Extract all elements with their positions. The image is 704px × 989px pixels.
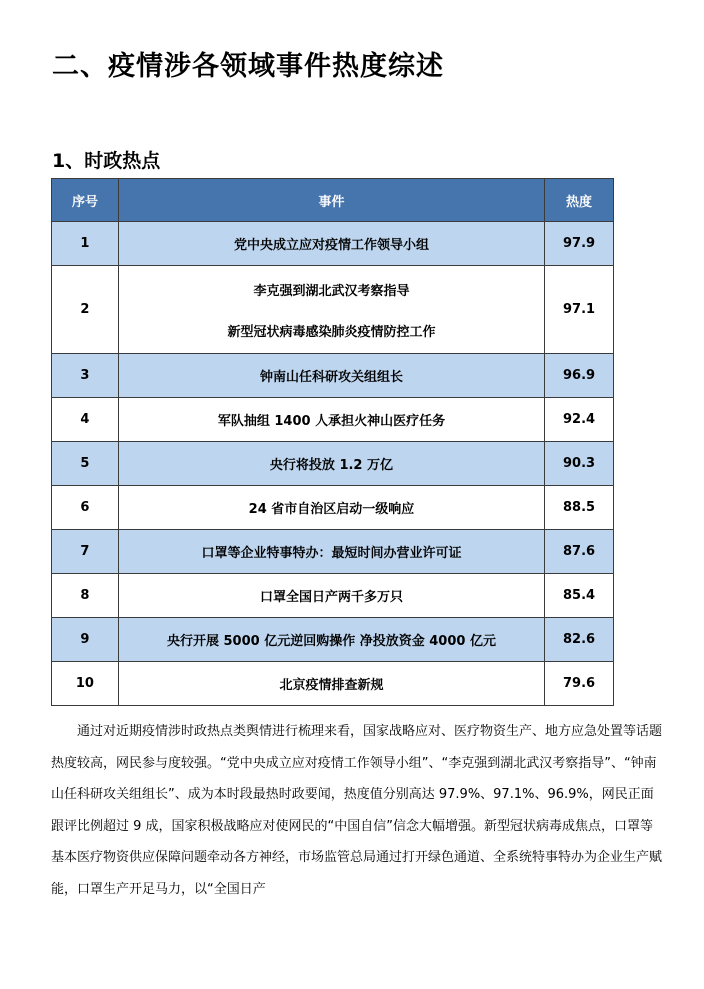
row-event: 央行开展 5000 亿元逆回购操作 净投放资金 4000 亿元 xyxy=(118,618,544,662)
table-row xyxy=(52,618,614,662)
row-heat: 85.4 xyxy=(545,574,614,618)
row-heat: 87.6 xyxy=(545,530,614,574)
row-index: 1 xyxy=(52,222,119,266)
header-index: 序号 xyxy=(52,179,119,222)
row-heat: 79.6 xyxy=(545,662,614,706)
section-heading: 二、疫情涉各领域事件热度综述 xyxy=(52,51,444,82)
row-event xyxy=(118,266,544,354)
row-event: 口罩等企业特事特办：最短时间办营业许可证 xyxy=(118,530,544,574)
row-heat: 82.6 xyxy=(545,618,614,662)
table-row xyxy=(52,222,614,266)
row-index: 6 xyxy=(52,486,119,530)
row-index: 4 xyxy=(52,398,119,442)
row-event: 钟南山任科研攻关组组长 xyxy=(118,354,544,398)
row-heat: 97.1 xyxy=(545,266,614,354)
row-heat: 96.9 xyxy=(545,354,614,398)
analysis-body xyxy=(51,716,665,905)
row-heat: 97.9 xyxy=(545,222,614,266)
row-heat: 88.5 xyxy=(545,486,614,530)
row-event: 党中央成立应对疫情工作领导小组 xyxy=(118,222,544,266)
row-index: 5 xyxy=(52,442,119,486)
row-heat: 90.3 xyxy=(545,442,614,486)
row-index: 2 xyxy=(52,266,119,354)
row-index: 8 xyxy=(52,574,119,618)
row-event: 央行将投放 1.2 万亿 xyxy=(118,442,544,486)
row-event: 北京疫情排查新规 xyxy=(118,662,544,706)
row-heat: 92.4 xyxy=(545,398,614,442)
table-row xyxy=(52,662,614,706)
row-event-line: 李克强到湖北武汉考察指导 xyxy=(253,283,410,299)
table-row xyxy=(52,442,614,486)
subsection-heading: 1、时政热点 xyxy=(52,150,161,172)
table-row xyxy=(52,574,614,618)
row-index: 3 xyxy=(52,354,119,398)
header-event: 事件 xyxy=(118,179,544,222)
table-row xyxy=(52,486,614,530)
hot-events-table xyxy=(51,178,614,706)
row-index: 9 xyxy=(52,618,119,662)
row-event-line: 新型冠状病毒感染肺炎疫情防控工作 xyxy=(227,324,436,340)
row-index: 10 xyxy=(52,662,119,706)
table-row xyxy=(52,398,614,442)
row-index: 7 xyxy=(52,530,119,574)
table-header-row xyxy=(52,179,614,222)
analysis-paragraph: 通过对近期疫情涉时政热点类舆情进行梳理来看，国家战略应对、医疗物资生产、地方应急处置等话题热度较高，网民参与度较强。“党中央成立应对疫情工作领导小组”、“李克强到湖北武汉考察指导”、“钟南山任科研攻关组组长”、成为本时段最热时政要闻，热度值分别高达 97.9%、97.1%、96.9%，网民正面跟评比例超过 9 成，国家积极战略应对使网民的“中国自信”信念大幅增强。新型冠状病毒成焦点，口罩等基本医疗物资供应保障问题牵动各方神经，市场监管总局通过打开绿色通道、全系统特事特办为企业生产赋能，口罩生产开足马力，以“全国日产 xyxy=(51,724,663,897)
table-row xyxy=(52,266,614,354)
header-heat: 热度 xyxy=(545,179,614,222)
table-row xyxy=(52,354,614,398)
row-event: 24 省市自治区启动一级响应 xyxy=(118,486,544,530)
table-row xyxy=(52,530,614,574)
row-event: 口罩全国日产两千多万只 xyxy=(118,574,544,618)
row-event: 军队抽组 1400 人承担火神山医疗任务 xyxy=(118,398,544,442)
